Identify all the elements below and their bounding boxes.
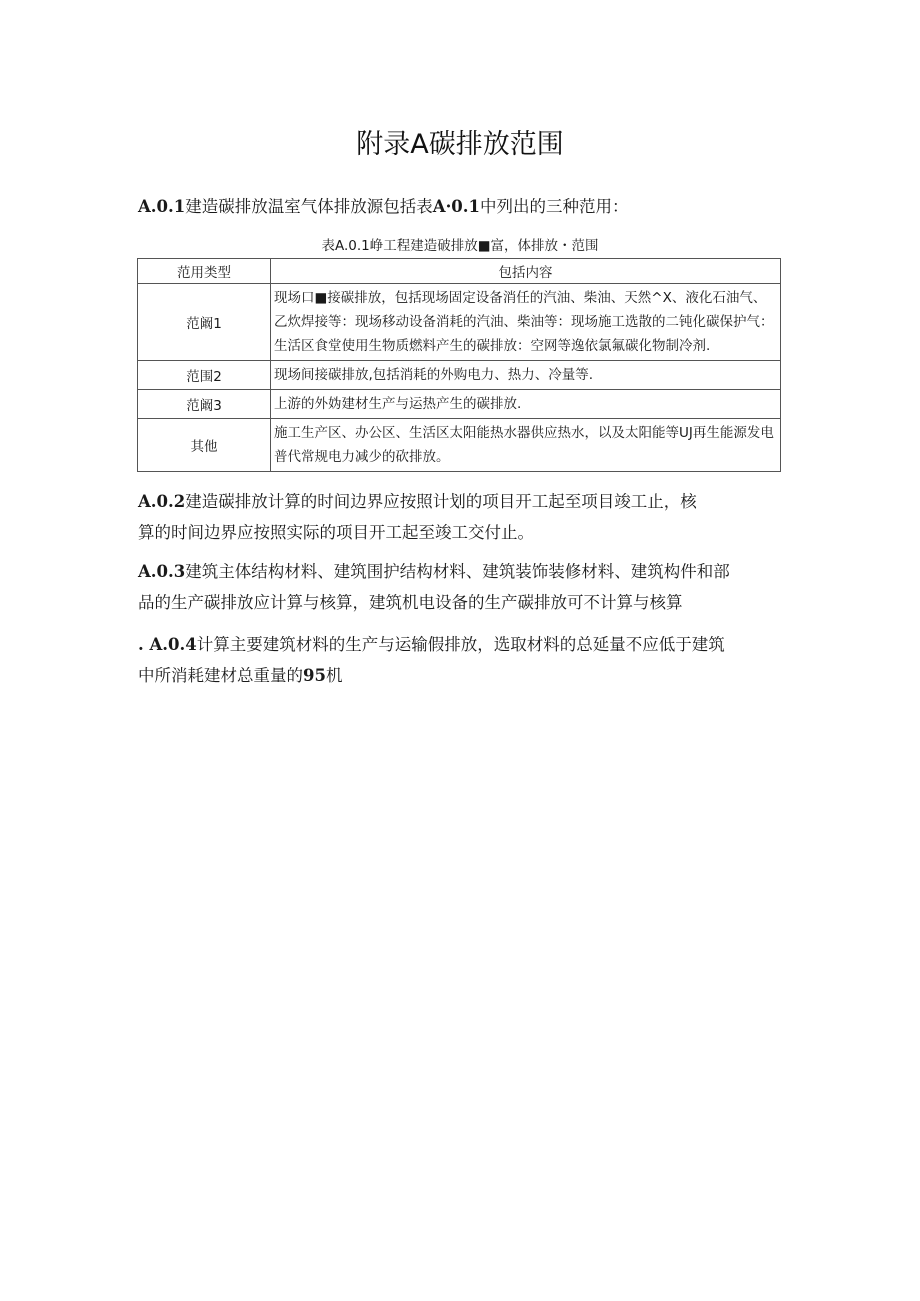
scope-type-cell: 范围2	[138, 361, 271, 390]
clause-a04	[138, 629, 788, 691]
clause-number: A.0.3	[138, 562, 186, 581]
scope-type-cell: 范阚3	[138, 390, 271, 419]
table-header-row	[138, 259, 781, 284]
clause-a03	[138, 556, 788, 618]
header-content: 包括内容	[271, 259, 781, 284]
page-title: 附录A碳排放范围	[356, 129, 564, 160]
clause-a01	[138, 193, 788, 217]
clause-line	[138, 556, 788, 587]
emission-scope-table	[137, 258, 781, 472]
clause-number: . A.0.4	[138, 635, 197, 654]
scope-content-cell: 上游的外妫建材生产与运热产生的碳排放.	[271, 390, 781, 419]
clause-line	[138, 660, 788, 691]
table-row	[138, 361, 781, 390]
clause-line	[138, 486, 788, 517]
percentage-value: 95	[303, 666, 326, 685]
scope-content-cell: 现场口■接碳排放，包括现场固定设备消任的汽油、柴油、天然^X、液化石油气、乙炊焊接等：现场移动设备消耗的汽油、柴油等：现场施工选散的二钝化碳保护气：生活区食堂使用生物质燃料产生的碳排放：空网等逸依氯氟碳化物制冷剂.	[271, 284, 781, 361]
table-row	[138, 390, 781, 419]
table-row	[138, 284, 781, 361]
clause-text: 建造碳排放温室气体排放源包括表	[185, 197, 433, 216]
table-reference: A·0.1	[432, 197, 481, 216]
clause-text: 中列出的三种范用：	[480, 197, 629, 216]
clause-line: 算的时间边界应按照实际的项目开工起至竣工交付止。	[138, 523, 534, 542]
clause-text: 计算主要建筑材料的生产与运输假排放，选取材料的总延量不应低于建筑	[196, 635, 725, 654]
scope-type-cell: 其他	[138, 419, 271, 472]
header-scope-type: 范用类型	[138, 259, 271, 284]
scope-content-cell: 现场间接碳排放,包括消耗的外购电力、热力、冷量等.	[271, 361, 781, 390]
clause-number: A.0.1	[138, 197, 186, 216]
scope-type-cell: 范阚1	[138, 284, 271, 361]
clause-number: A.0.2	[138, 492, 186, 511]
table-caption: 表A.0.1峥工程建造破排放■富，体排放・范围	[321, 238, 599, 254]
clause-text: 建筑主体结构材料、建筑围护结构材料、建筑装饰装修材料、建筑构件和部	[185, 562, 730, 581]
scope-content-cell: 施工生产区、办公区、生活区太阳能热水器供应热水，以及太阳能等UJ再生能源发电普代常规电力减少的砍排放。	[271, 419, 781, 472]
clause-text: 机	[325, 666, 343, 685]
clause-text: 建造碳排放计算的时间边界应按照计划的项目开工起至项目竣工止，核	[185, 492, 697, 511]
clause-line	[138, 629, 788, 660]
table-row	[138, 419, 781, 472]
clause-text: 中所消耗建材总重量的	[138, 666, 303, 685]
clause-line: 品的生产碳排放应计算与核算，建筑机电设备的生产碳排放可不计算与核算	[138, 593, 683, 612]
clause-a02	[138, 486, 788, 548]
